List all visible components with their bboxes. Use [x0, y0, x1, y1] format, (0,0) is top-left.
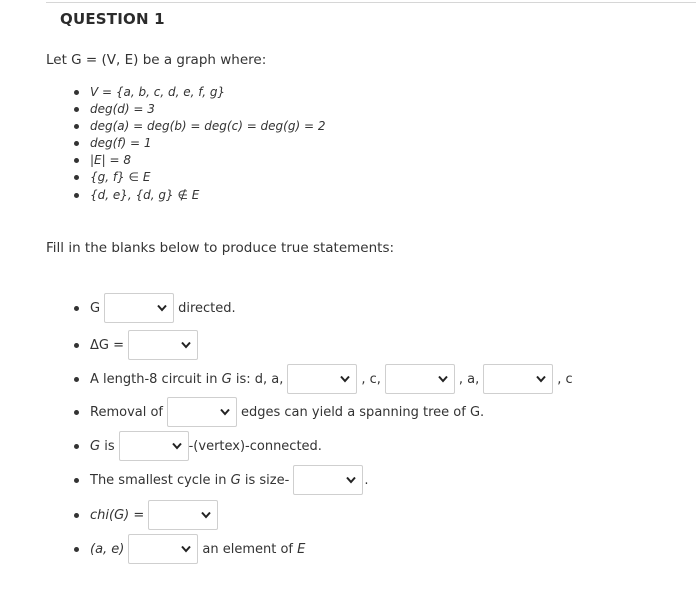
circuit-mid: is: d, a, [235, 371, 284, 387]
chevron-down-icon [181, 341, 191, 349]
chevron-down-icon [340, 375, 350, 383]
directed-dropdown[interactable] [104, 293, 174, 323]
cycle-dropdown[interactable] [293, 465, 363, 495]
circuit-sep-2: , a, [458, 371, 480, 387]
directed-suffix: directed. [178, 300, 236, 316]
cycle-mid: is size- [244, 472, 290, 488]
chevron-down-icon [201, 511, 211, 519]
chevron-down-icon [172, 442, 182, 450]
bullet-dot [74, 410, 79, 415]
removal-prefix: Removal of [90, 404, 163, 420]
connected-dropdown[interactable] [119, 431, 189, 461]
element-set-name: E [297, 541, 306, 557]
chi-dropdown[interactable] [148, 500, 218, 530]
fact-item: deg(d) = 3 [74, 101, 325, 118]
connected-suffix: -(vertex)-connected. [188, 438, 322, 454]
fact-item: {d, e}, {d, g} ∉ E [74, 187, 325, 204]
fact-item: deg(f) = 1 [74, 135, 325, 152]
removal-suffix: edges can yield a spanning tree of G. [241, 404, 485, 420]
bullet-dot [74, 513, 79, 518]
fact-item: V = {a, b, c, d, e, f, g} [74, 84, 325, 101]
bullet-dot [74, 377, 79, 382]
fact-item: {g, f} ∈ E [74, 169, 325, 186]
delta-dropdown[interactable] [128, 330, 198, 360]
blank-row-directed [74, 293, 236, 323]
top-divider [46, 2, 696, 3]
bullet-dot [74, 306, 79, 311]
element-prefix: (a, e) [90, 541, 125, 557]
question-intro: Let G = (V, E) be a graph where: [46, 52, 267, 68]
bullet-dot [74, 343, 79, 348]
blank-row-delta [74, 330, 202, 360]
connected-graph-name: G [90, 438, 101, 454]
chevron-down-icon [220, 408, 230, 416]
cycle-prefix: The smallest cycle in [90, 472, 227, 488]
bullet-dot [74, 547, 79, 552]
chi-prefix: chi(G) = [90, 507, 145, 523]
blank-row-cycle [74, 465, 368, 495]
chevron-down-icon [536, 375, 546, 383]
delta-prefix: ΔG = [90, 337, 124, 353]
question-title: QUESTION 1 [60, 10, 165, 28]
graph-facts-list [74, 84, 325, 204]
connected-is: is [104, 438, 115, 454]
directed-prefix: G [90, 300, 101, 316]
circuit-graph-name: G [221, 371, 232, 387]
element-dropdown[interactable] [128, 534, 198, 564]
chevron-down-icon [346, 476, 356, 484]
chevron-down-icon [157, 304, 167, 312]
chevron-down-icon [438, 375, 448, 383]
bullet-dot [74, 478, 79, 483]
chevron-down-icon [181, 545, 191, 553]
cycle-suffix: . [364, 472, 369, 488]
circuit-dropdown-3[interactable] [483, 364, 553, 394]
blank-row-connected [74, 431, 322, 461]
blank-row-circuit [74, 364, 573, 394]
blank-row-chi [74, 500, 222, 530]
circuit-prefix: A length-8 circuit in [90, 371, 218, 387]
circuit-dropdown-2[interactable] [385, 364, 455, 394]
circuit-sep-3: , c [557, 371, 573, 387]
blank-row-removal [74, 397, 484, 427]
removal-dropdown[interactable] [167, 397, 237, 427]
circuit-sep-1: , c, [361, 371, 381, 387]
fact-item: deg(a) = deg(b) = deg(c) = deg(g) = 2 [74, 118, 325, 135]
fill-instructions: Fill in the blanks below to produce true statements: [46, 240, 395, 256]
fact-item: |E| = 8 [74, 152, 325, 169]
bullet-dot [74, 444, 79, 449]
element-suffix: an element of [202, 541, 293, 557]
blank-row-element [74, 534, 305, 564]
circuit-dropdown-1[interactable] [287, 364, 357, 394]
cycle-graph-name: G [230, 472, 241, 488]
